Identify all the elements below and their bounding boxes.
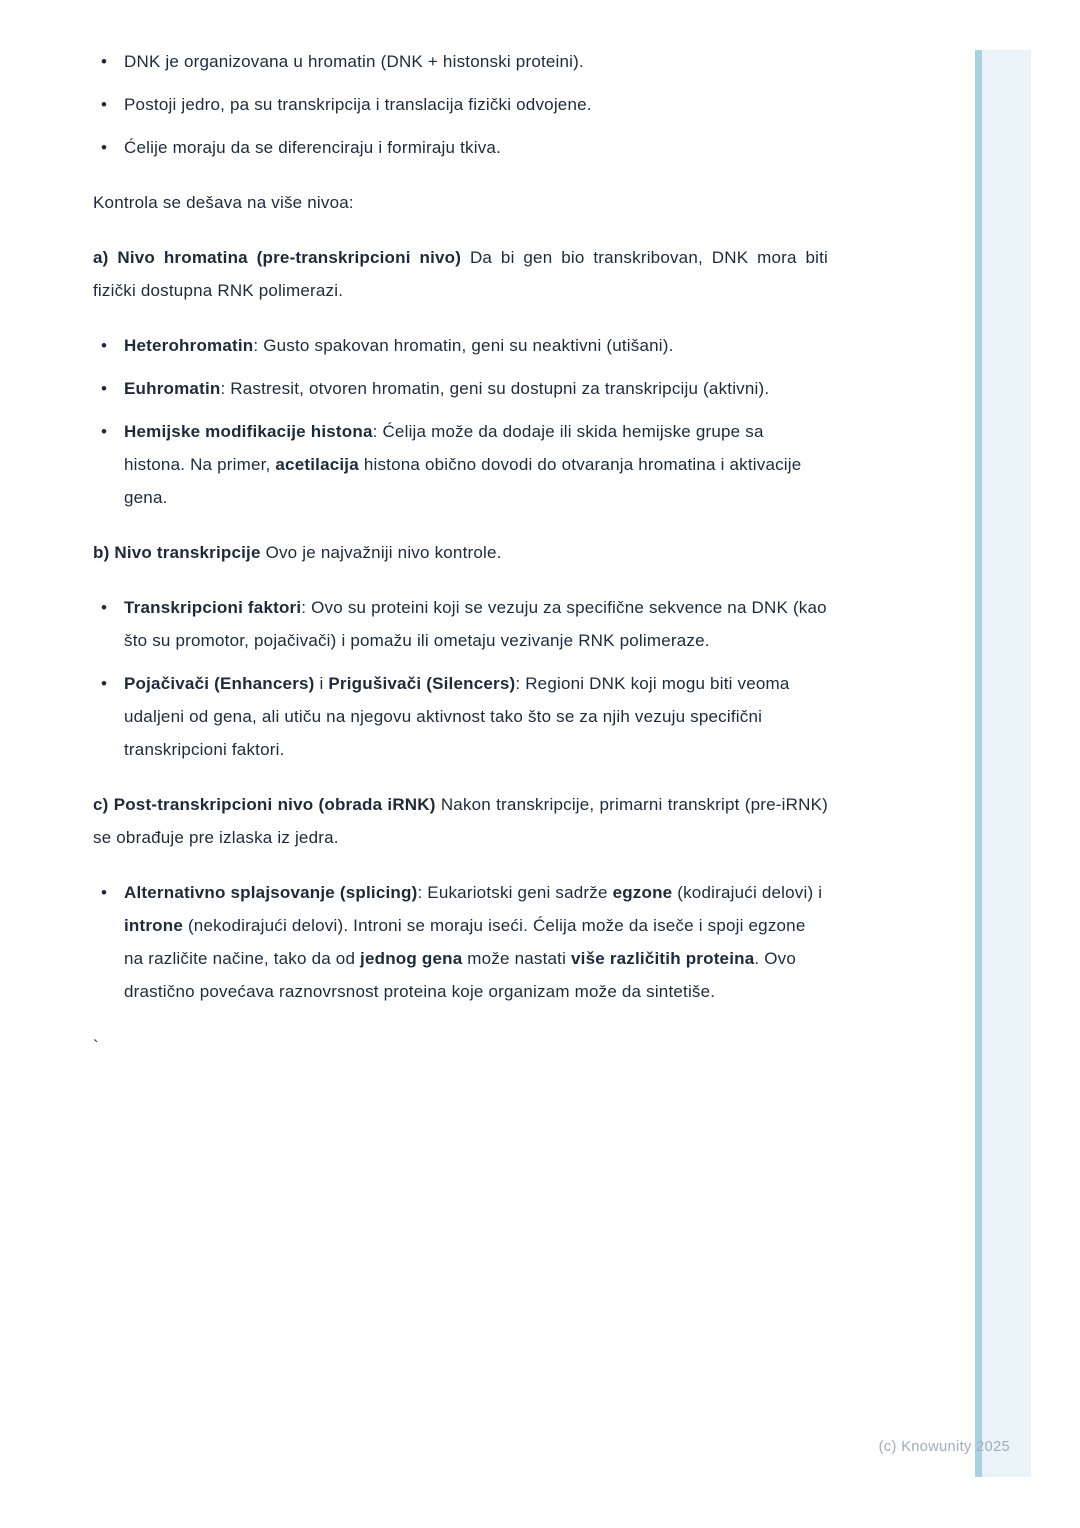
list-item	[93, 45, 828, 78]
text-segment: : Gusto spakovan hromatin, geni su neaktivni (utišani).	[253, 336, 674, 355]
bold-text-segment: acetilacija	[275, 455, 359, 474]
bold-text-segment: Hemijske modifikacije histona	[124, 422, 373, 441]
text-segment: i	[314, 674, 329, 693]
list-item	[93, 415, 828, 514]
bold-text-segment: Euhromatin	[124, 379, 221, 398]
text-segment: . Ovo drastično povećava raznovrsnost proteina koje organizam može da sintetiše.	[124, 949, 796, 1001]
bullet-list	[93, 329, 828, 514]
paragraph	[93, 788, 828, 854]
text-segment: može nastati	[462, 949, 572, 968]
bold-text-segment: Alternativno splajsovanje (splicing)	[124, 883, 418, 902]
bullet-icon: •	[101, 336, 108, 355]
text-segment: `	[93, 1037, 99, 1056]
bullet-icon: •	[101, 883, 108, 902]
bold-text-segment: introne	[124, 916, 184, 935]
paragraph	[93, 1030, 828, 1063]
watermark: (c) Knowunity 2025	[878, 1439, 1010, 1455]
text-segment: histona obično dovodi do otvaranja hromatina i aktivacije gena.	[124, 455, 802, 507]
text-segment: : Regioni DNK koji mogu biti veoma udaljeni od gena, ali utiču na njegovu aktivnost tako što se za njih vezuju specifični transkripcioni faktori.	[124, 674, 790, 759]
bold-text-segment: jednog gena	[360, 949, 463, 968]
text-segment: : Ovo su proteini koji se vezuju za specifične sekvence na DNK (kao što su promotor, pojačivači) i pomažu ili ometaju vezivanje RNK polimeraze.	[124, 598, 827, 650]
list-item	[93, 131, 828, 164]
list-item	[93, 876, 828, 1008]
text-segment: Postoji jedro, pa su transkripcija i translacija fizički odvojene.	[124, 95, 592, 114]
accent-stripe	[975, 50, 1031, 1477]
bullet-icon: •	[101, 674, 108, 693]
list-item	[93, 372, 828, 405]
bold-text-segment: Heterohromatin	[124, 336, 254, 355]
document-content	[93, 45, 828, 1085]
text-segment: DNK je organizovana u hromatin (DNK + histonski proteini).	[124, 52, 584, 71]
text-segment: Da bi gen bio transkribovan, DNK mora biti fizički dostupna RNK polimerazi.	[93, 248, 828, 300]
bullet-icon: •	[101, 52, 108, 71]
text-segment: (nekodirajući delovi). Introni se moraju iseći. Ćelija može da iseče i spoji egzone na različite načine, tako da od	[124, 916, 806, 968]
text-segment: Ćelije moraju da se diferenciraju i formiraju tkiva.	[124, 138, 501, 157]
text-segment: (kodirajući delovi) i	[672, 883, 823, 902]
paragraph	[93, 241, 828, 307]
paragraph	[93, 536, 828, 569]
bold-text-segment: Prigušivači (Silencers)	[328, 674, 516, 693]
bold-text-segment: a) Nivo hromatina (pre-transkripcioni nivo)	[93, 248, 462, 267]
bold-text-segment: c) Post-transkripcioni nivo (obrada iRNK)	[93, 795, 436, 814]
bullet-list	[93, 591, 828, 766]
text-segment: : Rastresit, otvoren hromatin, geni su dostupni za transkripciju (aktivni).	[220, 379, 770, 398]
bullet-icon: •	[101, 422, 108, 441]
text-segment: Kontrola se dešava na više nivoa:	[93, 193, 354, 212]
list-item	[93, 88, 828, 121]
bullet-icon: •	[101, 138, 108, 157]
bullet-list	[93, 45, 828, 164]
bold-text-segment: b) Nivo transkripcije	[93, 543, 261, 562]
paragraph	[93, 186, 828, 219]
list-item	[93, 667, 828, 766]
bullet-list	[93, 876, 828, 1008]
bold-text-segment: više različitih proteina	[571, 949, 755, 968]
bold-text-segment: egzone	[612, 883, 673, 902]
bold-text-segment: Pojačivači (Enhancers)	[124, 674, 315, 693]
bullet-icon: •	[101, 598, 108, 617]
bullet-icon: •	[101, 379, 108, 398]
text-segment: : Ćelija može da dodaje ili skida hemijske grupe sa histona. Na primer,	[124, 422, 764, 474]
text-segment: Ovo je najvažniji nivo kontrole.	[260, 543, 502, 562]
list-item	[93, 329, 828, 362]
bullet-icon: •	[101, 95, 108, 114]
list-item	[93, 591, 828, 657]
bold-text-segment: Transkripcioni faktori	[124, 598, 302, 617]
text-segment: Nakon transkripcije, primarni transkript (pre-iRNK) se obrađuje pre izlaska iz jedra.	[93, 795, 828, 847]
text-segment: : Eukariotski geni sadrže	[417, 883, 613, 902]
